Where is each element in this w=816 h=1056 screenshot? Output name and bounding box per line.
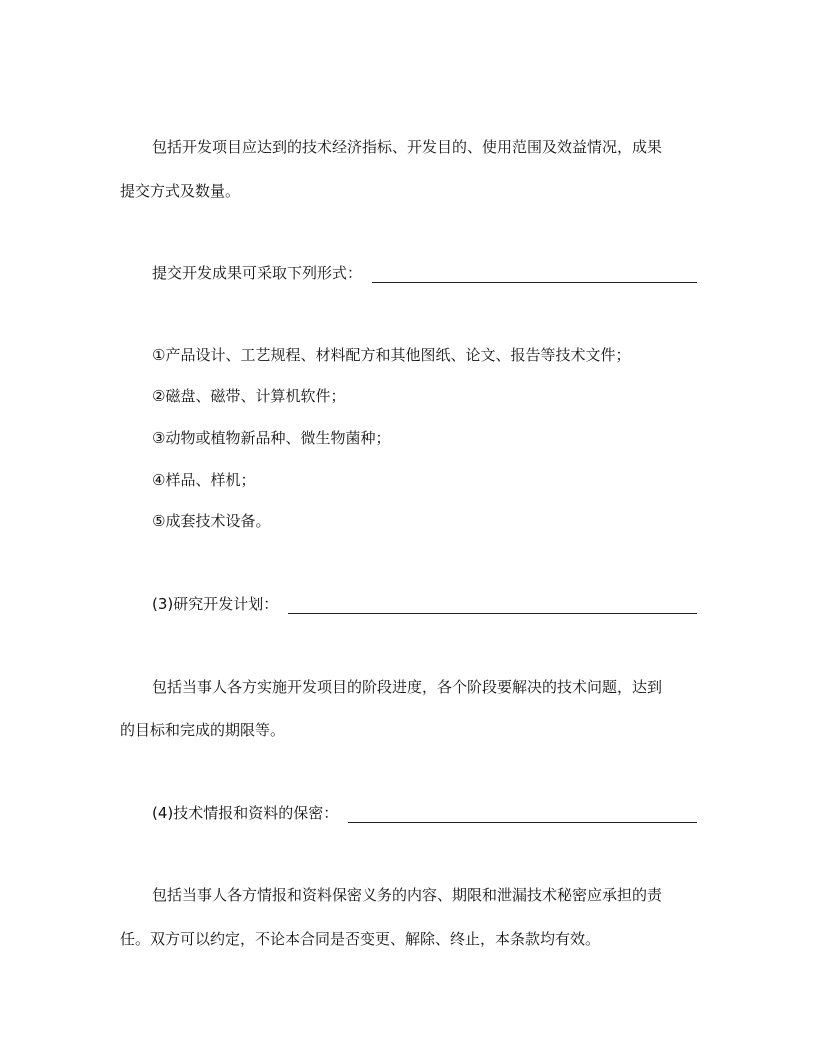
section-3-blank-line	[288, 595, 697, 614]
submission-forms-row	[152, 263, 697, 283]
submission-forms-blank-line	[372, 264, 697, 283]
section-4-label: (4)技术情报和资料的保密：	[152, 804, 339, 822]
paragraph-line: 包括当事人各方情报和资料保密义务的内容、期限和泄漏技术秘密应承担的责	[152, 886, 663, 904]
list-item: ②磁盘、磁带、计算机软件；	[152, 387, 346, 405]
section-3-label: (3)研究开发计划：	[152, 595, 279, 613]
list-item: ④样品、样机；	[152, 471, 256, 489]
paragraph-line: 包括开发项目应达到的技术经济指标、开发目的、使用范围及效益情况，成果	[152, 138, 663, 156]
paragraph-line: 的目标和完成的期限等。	[120, 721, 286, 739]
list-item: ①产品设计、工艺规程、材料配方和其他图纸、论文、报告等技术文件；	[152, 346, 631, 364]
list-item: ⑤成套技术设备。	[152, 512, 271, 530]
paragraph-line: 包括当事人各方实施开发项目的阶段进度，各个阶段要解决的技术问题，达到	[152, 678, 663, 696]
section-3-row	[152, 594, 697, 614]
section-4-row	[152, 803, 697, 823]
paragraph-line: 提交方式及数量。	[120, 182, 241, 200]
submission-forms-label: 提交开发成果可采取下列形式：	[152, 264, 363, 282]
section-4-blank-line	[348, 804, 697, 823]
paragraph-line: 任。双方可以约定，不论本合同是否变更、解除、终止，本条款均有效。	[120, 930, 601, 948]
list-item: ③动物或植物新品种、微生物菌种；	[152, 429, 391, 447]
